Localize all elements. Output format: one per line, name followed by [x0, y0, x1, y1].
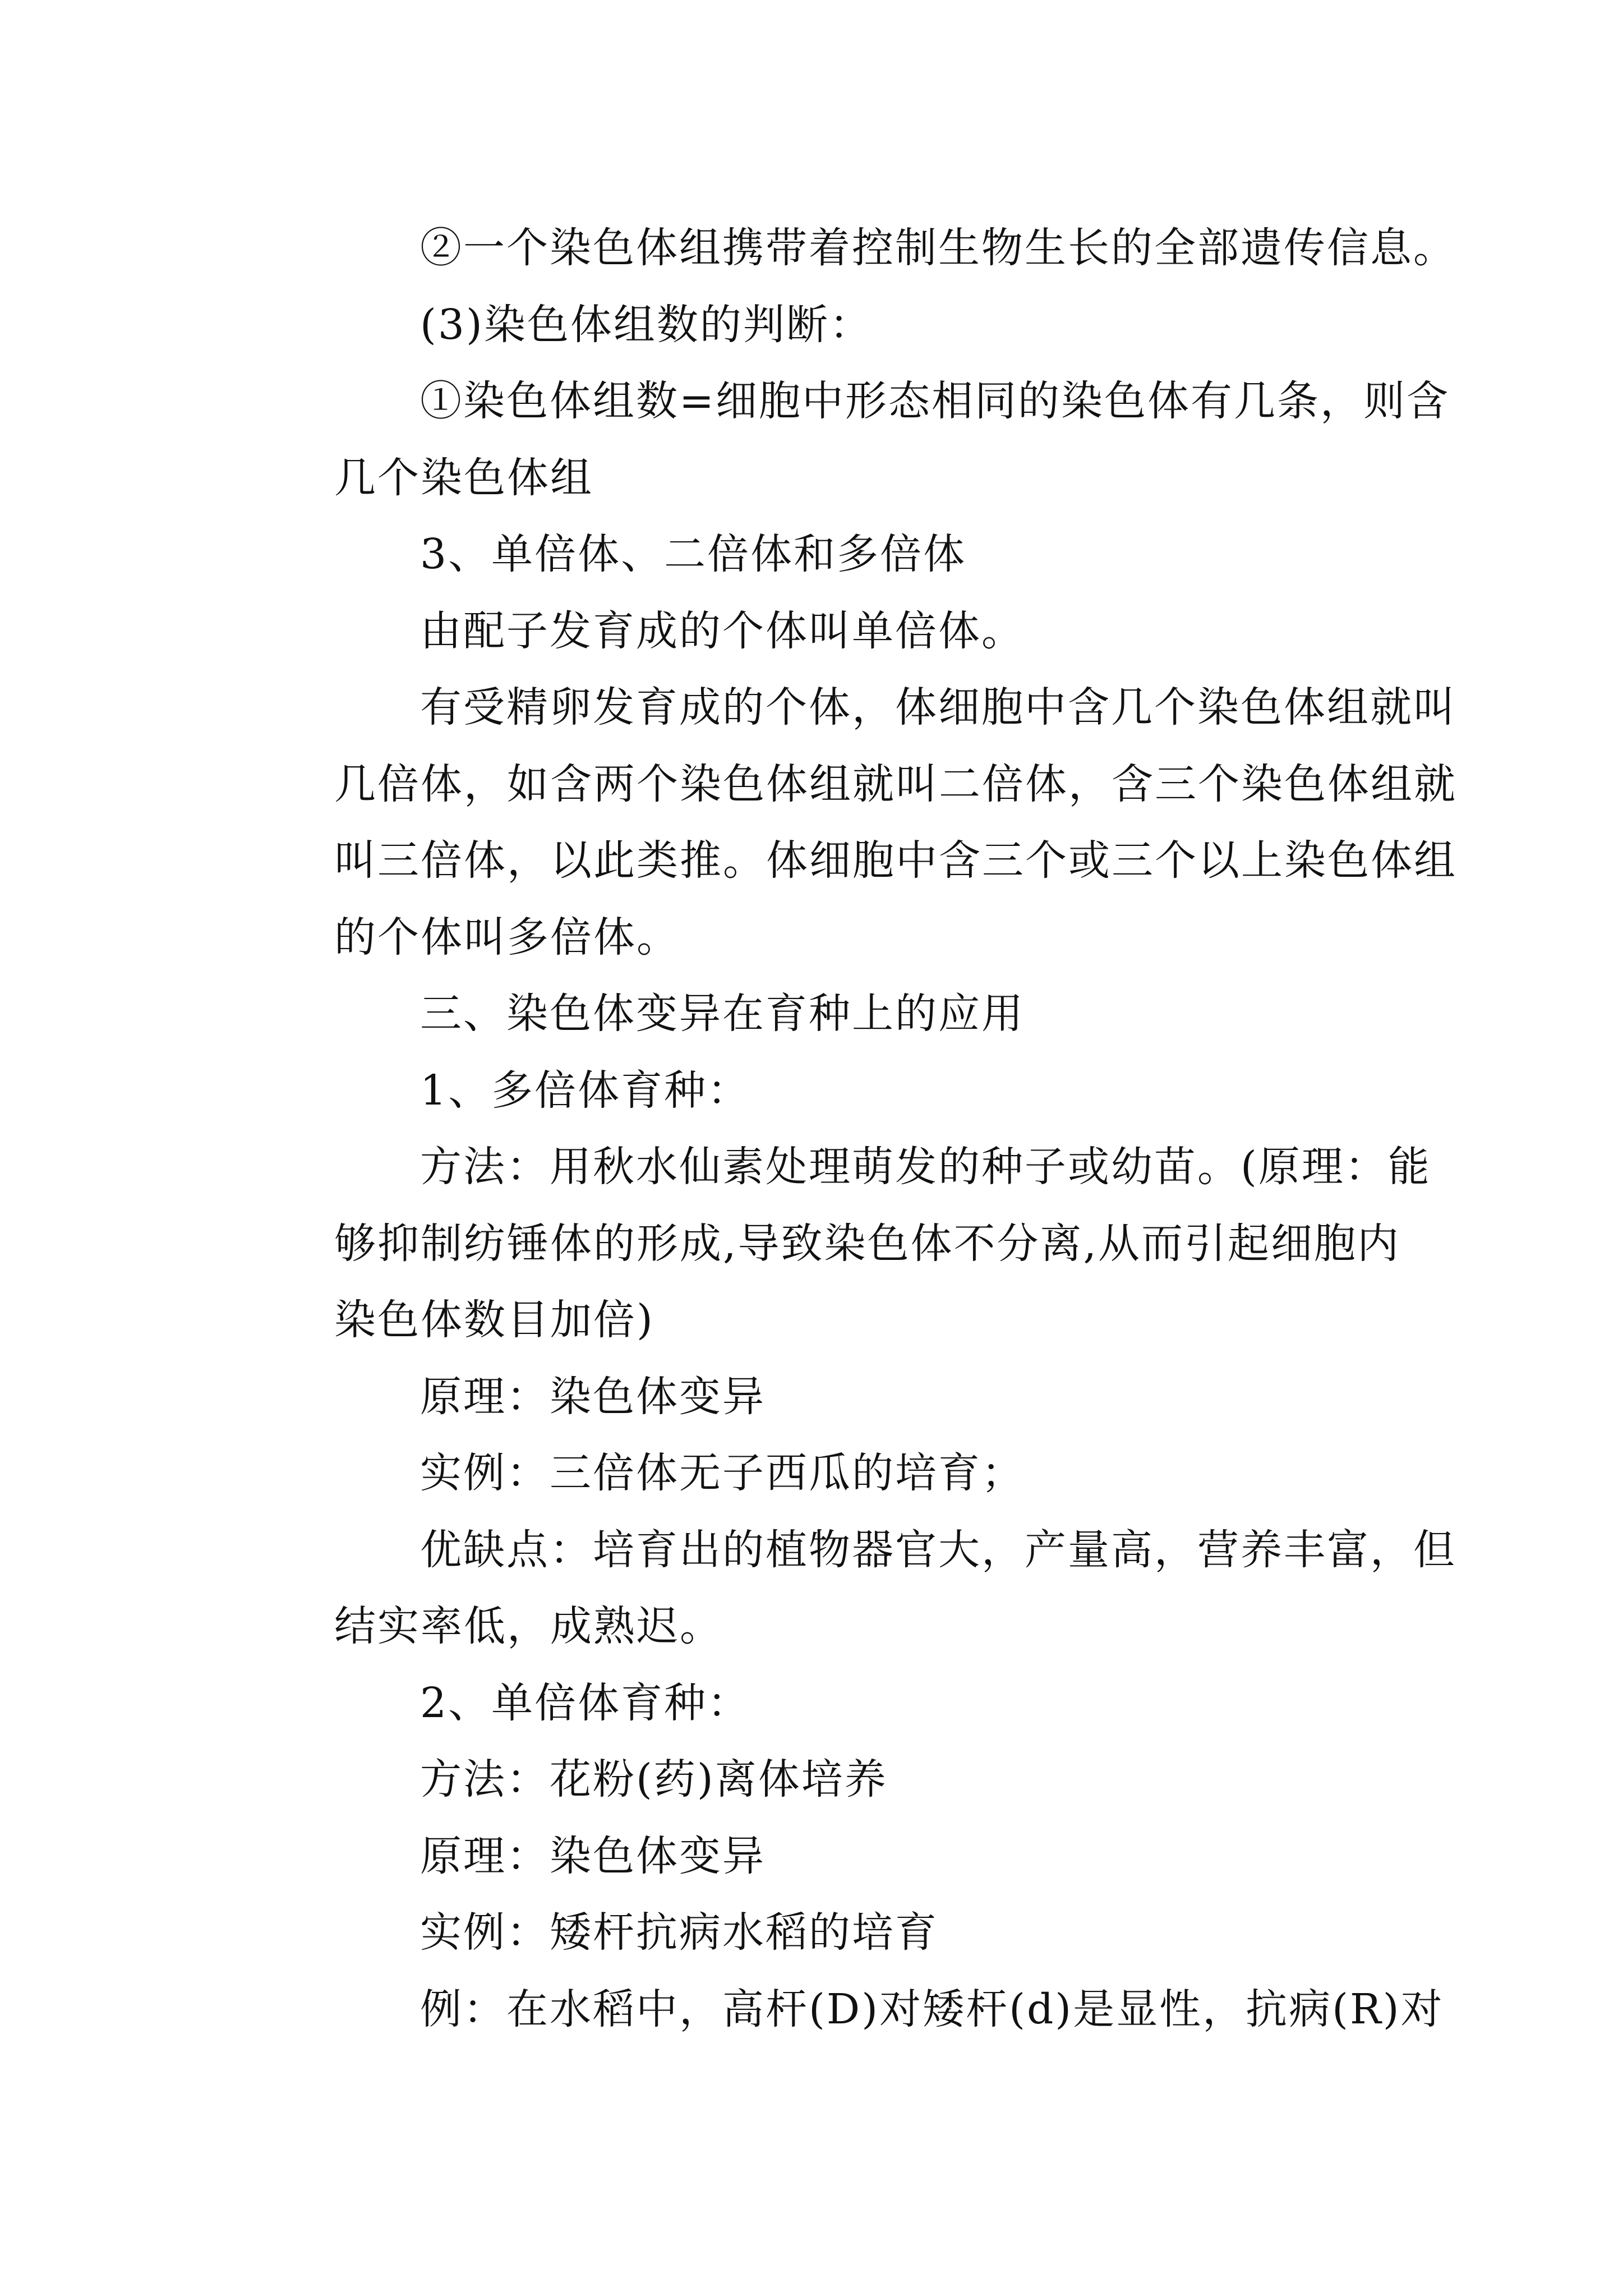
text-line: 几个染色体组 — [334, 453, 593, 502]
paragraph-haploid-principle — [248, 1818, 1381, 1895]
text-line: 的个体叫多倍体。 — [334, 913, 680, 961]
text-line: ②一个染色体组携带着控制生物生长的全部遗传信息。 — [420, 224, 1456, 272]
text-line: 由配子发育成的个体叫单倍体。 — [420, 606, 1025, 655]
text-line: 2、单倍体育种： — [420, 1678, 751, 1727]
paragraph-polyploid-method — [248, 1129, 1431, 1359]
paragraph-haploid-breeding-heading — [248, 1665, 1381, 1742]
text-line: 叫三倍体，以此类推。体细胞中含三个或三个以上染色体组 — [334, 836, 1457, 885]
text-line: 有受精卵发育成的个体，体细胞中含几个染色体组就叫 — [420, 683, 1456, 731]
text-line: 3、单倍体、二倍体和多倍体 — [420, 530, 967, 578]
paragraph-polyploid-breeding-heading — [248, 1052, 1381, 1129]
text-line: 1、多倍体育种： — [420, 1066, 751, 1115]
text-line: 染色体数目加倍) — [334, 1296, 654, 1344]
section-heading-breeding — [248, 976, 1381, 1052]
paragraph-rice-example — [248, 1971, 1444, 2048]
text-line: 三、染色体变异在育种上的应用 — [420, 990, 1025, 1038]
paragraph-genome-count-heading — [248, 287, 1381, 364]
paragraph-polyploid-principle — [248, 1359, 1381, 1435]
paragraph-polyploid-definition — [248, 669, 1457, 976]
paragraph-haploid-method — [248, 1741, 1381, 1818]
text-line: 方法：用秋水仙素处理萌发的种子或幼苗。(原理：能 — [420, 1143, 1431, 1191]
paragraph-genome-info — [248, 210, 1456, 287]
text-line: 实例：三倍体无子西瓜的培育； — [420, 1449, 1025, 1497]
text-line: 结实率低，成熟迟。 — [334, 1602, 723, 1650]
text-line: 例：在水稻中，高杆(D)对矮杆(d)是显性，抗病(R)对 — [420, 1985, 1444, 2033]
text-line: 方法：花粉(药)离体培养 — [420, 1755, 888, 1803]
text-line: 几倍体，如含两个染色体组就叫二倍体，含三个染色体组就 — [334, 760, 1457, 808]
paragraph-haploid-definition — [248, 593, 1381, 670]
text-line: (3)染色体组数的判断： — [420, 300, 873, 349]
paragraph-polyploid-pros-cons — [248, 1512, 1456, 1665]
text-line: ①染色体组数=细胞中形态相同的染色体有几条，则含 — [420, 377, 1450, 425]
paragraph-polyploid-example — [248, 1435, 1381, 1512]
paragraph-ploidy-heading — [248, 516, 1381, 593]
paragraph-genome-count-rule — [248, 363, 1450, 516]
paragraph-haploid-example — [248, 1894, 1381, 1971]
document-body — [248, 210, 1457, 2047]
text-line: 够抑制纺锤体的形成,导致染色体不分离,从而引起细胞内 — [334, 1219, 1401, 1268]
text-line: 原理：染色体变异 — [420, 1372, 766, 1421]
text-line: 原理：染色体变异 — [420, 1832, 766, 1880]
text-line: 优缺点：培育出的植物器官大，产量高，营养丰富，但 — [420, 1525, 1456, 1574]
text-line: 实例：矮杆抗病水稻的培育 — [420, 1908, 938, 1957]
